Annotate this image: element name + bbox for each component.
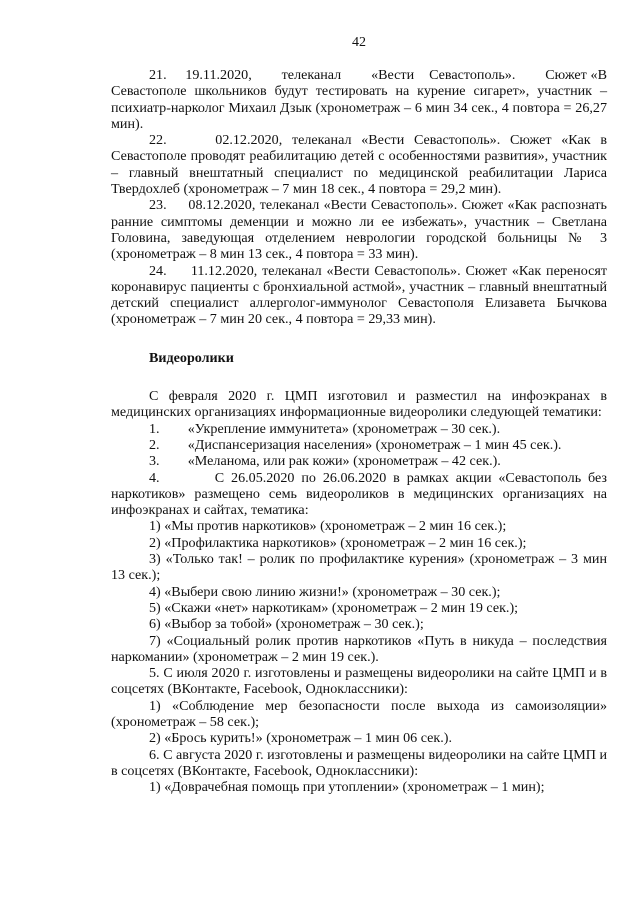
anti-drug-item-1: 1) «Мы против наркотиков» (хронометраж – 2 мин 16 сек.); [149,518,507,535]
anti-drug-item-5: 5) «Скажи «нет» наркотикам» (хронометраж – 2 мин 19 сек.); [149,599,519,616]
topic-item-4: 4. С 26.05.2020 по 26.06.2020 в рамках акции «Севастополь без наркотиков» размещено семь видеороликов в медицинских организациях на инфоэкранах и сайтах, тематика: [111,469,607,519]
anti-drug-item-7: 7) «Социальный ролик против наркотиков «Путь в никуда – последствия наркомании» (хронометраж – 2 мин 19 сек.). [111,632,607,665]
july-paragraph: 5. С июля 2020 г. изготовлены и размещены видеоролики на сайте ЦМП и в соцсетях (ВКонтакте, Facebook, Одноклассники): [111,665,607,698]
section-title: Видеоролики [149,349,234,366]
topic-item-2: 2. «Диспансеризация населения» (хронометраж – 1 мин 45 сек.). [149,436,562,453]
list-item-24: 24. 11.12.2020, телеканал «Вести Севастополь». Сюжет «Как переносят коронавирус пациенты с бронхиальной астмой», участник – главный внештатный детский специалист аллерголог-иммунолог Севастополя Елизавета Бычкова (хронометраж – 7 мин 20 сек., 4 повтора = 29,33 мин). [111,262,607,328]
anti-drug-item-2: 2) «Профилактика наркотиков» (хронометраж – 2 мин 16 сек.); [149,534,527,551]
anti-drug-item-3: 3) «Только так! – ролик по профилактике курения» (хронометраж – 3 мин 13 сек.); [111,551,607,584]
july-item-1: 1) «Соблюдение мер безопасности после выхода из самоизоляции» (хронометраж – 58 сек.); [111,697,607,730]
list-item-23: 23. 08.12.2020, телеканал «Вести Севастополь». Сюжет «Как распознать ранние симптомы деменции и можно ли ее избежать», участник – Светлана Головина, заведующая отделением неврологии городской больницы № 3 (хронометраж – 8 мин 13 сек., 4 повтора = 33 мин). [111,197,607,263]
anti-drug-item-6: 6) «Выбор за тобой» (хронометраж – 30 сек.); [149,616,424,633]
august-paragraph: 6. С августа 2020 г. изготовлены и размещены видеоролики на сайте ЦМП и в соцсетях (ВКонтакте, Facebook, Одноклассники): [111,746,607,779]
spacer [111,366,607,388]
intro-paragraph: С февраля 2020 г. ЦМП изготовил и разместил на инфоэкранах в медицинских организациях информационные видеоролики следующей тематики: [111,388,607,421]
anti-drug-item-4: 4) «Выбери свою линию жизни!» (хронометраж – 30 сек.); [149,583,501,600]
august-item-1: 1) «Доврачебная помощь при утоплении» (хронометраж – 1 мин); [149,779,545,796]
july-item-2: 2) «Брось курить!» (хронометраж – 1 мин 06 сек.). [149,730,452,747]
list-item-21: 21. 19.11.2020, телеканал «Вести Севастополь». Сюжет «В Севастополе школьников будут тестировать на курение сигарет», участник – психиатр-нарколог Михаил Дзык (хронометраж – 6 мин 34 сек., 4 повтора = 26,27 мин). [111,67,607,132]
topic-item-3: 3. «Меланома, или рак кожи» (хронометраж – 42 сек.). [149,453,501,470]
topic-item-1: 1. «Укрепление иммунитета» (хронометраж – 30 сек.). [149,420,501,437]
list-item-22: 22. 02.12.2020, телеканал «Вести Севастополь». Сюжет «Как в Севастополе проводят реабилитацию детей с особенностями развития», участник – главный внештатный специалист по медицинской реабилитации Лариса Твердохлеб (хронометраж – 7 мин 18 сек., 4 повтора = 29,2 мин). [111,132,607,198]
spacer [111,328,607,350]
page-number: 42 [352,35,366,50]
